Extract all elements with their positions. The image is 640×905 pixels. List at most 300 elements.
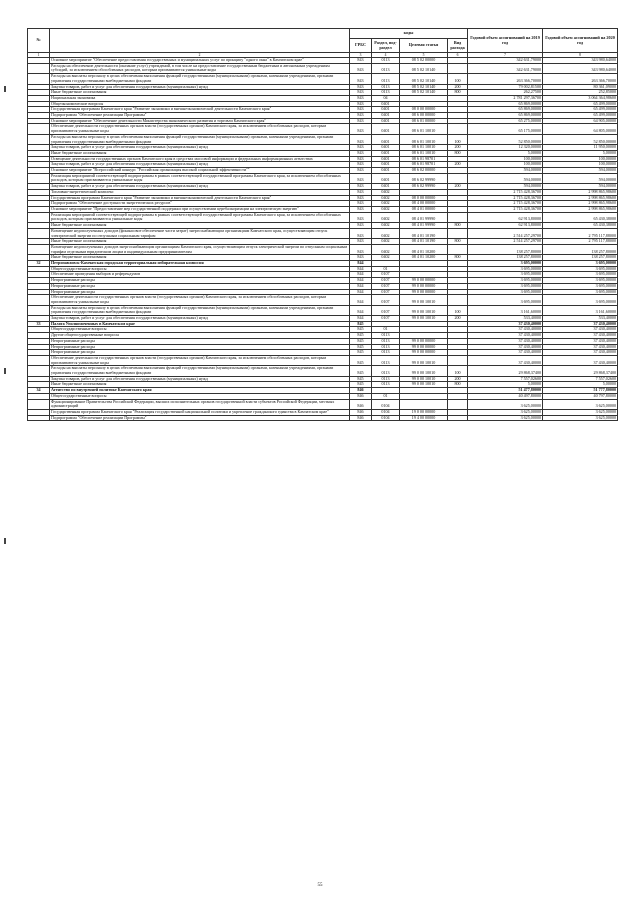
row-name: Закупка товаров, работ и услуг для обеспечения государственных (муниципальных) нужд: [50, 316, 350, 322]
grbs-code: 844: [350, 295, 372, 305]
target-article: 08 5 02 00000: [400, 58, 448, 64]
razdel-code: 01: [372, 327, 400, 333]
razdel-code: 0104: [372, 410, 400, 416]
grbs-code: 844: [350, 289, 372, 295]
table-row: [28, 295, 618, 305]
expense-type: 800: [448, 90, 468, 96]
row-name: Расходы на выплаты персоналу в целях обеспечения выполнения функций государственными (муниципальными) органами, казенными учреждениями, органами управления государственными внебюджетными фондами: [50, 305, 350, 315]
razdel-code: 0113: [372, 58, 400, 64]
table-row: [28, 305, 618, 315]
grbs-code: 845: [350, 382, 372, 388]
razdel-code: 0113: [372, 355, 400, 365]
target-article: 08 6 02 99990: [400, 184, 448, 190]
grbs-code: 846: [350, 388, 372, 394]
grbs-code: 846: [350, 410, 372, 416]
grbs-code: 843: [350, 244, 372, 254]
grbs-code: 843: [350, 206, 372, 212]
grbs-code: 843: [350, 173, 372, 183]
target-article: 08 6 01 10010: [400, 134, 448, 144]
amount-2019: 594,00000: [468, 184, 543, 190]
grbs-code: 844: [350, 261, 372, 267]
amount-2020: 533,40000: [543, 316, 618, 322]
amount-2020: 65 430,38000: [543, 212, 618, 222]
amount-2020: 2 998 865,98600: [543, 201, 618, 207]
amount-2019: 37 430,40000: [468, 355, 543, 365]
row-number: [28, 212, 50, 222]
col-vr-header: Вид расхода: [448, 39, 468, 53]
amount-2020: 37 430,40000: [543, 344, 618, 350]
row-name: Петропавловск-Камчатская городская территориальная избирательная комиссия: [50, 261, 350, 267]
amount-2019: 7 557,02600: [468, 376, 543, 382]
razdel-code: 0107: [372, 295, 400, 305]
grbs-code: 843: [350, 168, 372, 174]
expense-type: 200: [448, 316, 468, 322]
razdel-code: 0107: [372, 316, 400, 322]
target-article: 08 4 01 00000: [400, 206, 448, 212]
row-number: [28, 399, 50, 409]
grbs-code: 843: [350, 228, 372, 238]
grbs-code: 843: [350, 145, 372, 151]
grbs-code: 845: [350, 366, 372, 376]
row-name: Расходы на выплаты персоналу в целях обеспечения выполнения функций государственными (муниципальными) органами, казенными учреждениями, органами управления государственными внебюджетными фондами: [50, 366, 350, 376]
budget-table: [27, 28, 618, 421]
amount-2020: 252,85000: [543, 90, 618, 96]
amount-2020: 3 625,00000: [543, 399, 618, 409]
razdel-code: 0113: [372, 350, 400, 356]
razdel-code: 0113: [372, 63, 400, 73]
amount-2019: 3 625,00000: [468, 399, 543, 409]
target-article: 08 6 01 10010: [400, 145, 448, 151]
razdel-code: 0401: [372, 150, 400, 156]
razdel-code: 0107: [372, 305, 400, 315]
column-number: 3: [350, 53, 372, 58]
amount-2020: 52 850,00000: [543, 134, 618, 144]
razdel-code: 0401: [372, 118, 400, 124]
target-article: 08 4 00 00000: [400, 201, 448, 207]
amount-2020: 3 161,60000: [543, 305, 618, 315]
col-num-header: №: [28, 29, 50, 53]
grbs-code: 843: [350, 201, 372, 207]
expense-type: 200: [448, 145, 468, 151]
expense-type: 800: [448, 255, 468, 261]
amount-2020: 65 499,00000: [543, 101, 618, 107]
row-name: Общегосударственные вопросы: [50, 393, 350, 399]
amount-2020: 2 998 865,98600: [543, 195, 618, 201]
table-row: [28, 124, 618, 134]
amount-2019: 3 695,00000: [468, 283, 543, 289]
amount-2019: 51 477,80000: [468, 388, 543, 394]
row-name: Государственная программа Камчатского края "Развитие экономики и внешнеэкономической деятельности Камчатского края": [50, 107, 350, 113]
target-article: 08 4 01 10200: [400, 244, 448, 254]
amount-2020: 3 695,00000: [543, 278, 618, 284]
target-article: 08 4 01 10190: [400, 239, 448, 245]
razdel-code: 0104: [372, 399, 400, 409]
amount-2019: 37 430,40000: [468, 321, 543, 327]
grbs-code: 845: [350, 376, 372, 382]
amount-2019: 52 850,00000: [468, 134, 543, 144]
table-row: [28, 415, 618, 421]
amount-2019: 2 715 428,36700: [468, 201, 543, 207]
grbs-code: 844: [350, 316, 372, 322]
grbs-code: 843: [350, 150, 372, 156]
row-name: Закупка товаров, работ и услуг для обеспечения государственных (муниципальных) нужд: [50, 376, 350, 382]
amount-2019: 65 869,00000: [468, 101, 543, 107]
target-article: 99 0 00 10010: [400, 316, 448, 322]
row-number: [28, 244, 50, 254]
target-article: 08 6 00 00000: [400, 113, 448, 119]
column-number: 8: [543, 53, 618, 58]
table-row: [28, 355, 618, 365]
amount-2019: 37 430,40000: [468, 327, 543, 333]
amount-2019: 65 869,00000: [468, 107, 543, 113]
amount-2020: 7 557,02600: [543, 376, 618, 382]
razdel-code: 0113: [372, 90, 400, 96]
row-name: Другие общегосударственные вопросы: [50, 333, 350, 339]
scan-mark: [4, 538, 6, 544]
row-name: Национальная экономика: [50, 95, 350, 101]
target-article: 08 5 02 10140: [400, 74, 448, 84]
col-codes-header: коды: [350, 29, 468, 39]
amount-2020: 594,00000: [543, 168, 618, 174]
col-razdel-header: Раздел, под-раздел: [372, 39, 400, 53]
target-article: 99 0 00 10010: [400, 305, 448, 315]
grbs-code: 846: [350, 393, 372, 399]
target-article: 99 0 00 00000: [400, 283, 448, 289]
amount-2019: 3 695,00000: [468, 278, 543, 284]
row-name: Реализация мероприятий соответствующей подпрограммы в рамках соответствующей государственной программы Камчатского края, за исключением обособленных расходов, которым присваиваются уникальные коды: [50, 173, 350, 183]
expense-type: [448, 399, 468, 409]
grbs-code: 845: [350, 321, 372, 327]
expense-type: [448, 212, 468, 222]
grbs-code: 844: [350, 272, 372, 278]
amount-2020: 37 430,40000: [543, 350, 618, 356]
razdel-code: 01: [372, 393, 400, 399]
page-number: 55: [317, 883, 323, 888]
amount-2019: 12 320,00000: [468, 145, 543, 151]
razdel-code: 0402: [372, 223, 400, 229]
row-name: Обеспечение деятельности государственных органов власти (государственных органов) Камчатского края, за исключением обособленных расходов, которым присваиваются уникальные коды: [50, 295, 350, 305]
amount-2020: 594,00000: [543, 184, 618, 190]
razdel-code: 0401: [372, 173, 400, 183]
razdel-code: 0401: [372, 134, 400, 144]
col-2019-header: Годовой объем ассигнований на 2019 год: [468, 29, 543, 53]
target-article: 08 6 01 10010: [400, 124, 448, 134]
amount-2020: 100,00000: [543, 162, 618, 168]
row-name: Расходы на выплаты персоналу в целях обеспечения выполнения функций государственными (муниципальными) органами, казенными учреждениями, органами управления государственными внебюджетными фондами: [50, 74, 350, 84]
grbs-code: 843: [350, 255, 372, 261]
grbs-code: 843: [350, 156, 372, 162]
razdel-code: 0401: [372, 145, 400, 151]
target-article: 99 0 00 10010: [400, 295, 448, 305]
table-row: [28, 212, 618, 222]
col-name-header: [50, 29, 350, 53]
target-article: 08 5 02 10140: [400, 90, 448, 96]
row-name: Возмещение недополученных доходов (финансовое обеспечение части затрат) энергоснабжающим организациям Камчатского края, осуществляющим отпуск электрической энергии по отпускным социальным тарифам: [50, 228, 350, 238]
amount-2020: 3 625,00000: [543, 415, 618, 421]
row-name: Непрограммные расходы: [50, 289, 350, 295]
row-number: [28, 63, 50, 73]
budget-table-body: [28, 58, 618, 421]
row-name: Непрограммные расходы: [50, 283, 350, 289]
amount-2019: 100,00000: [468, 162, 543, 168]
target-article: 99 0 00 00000: [400, 350, 448, 356]
expense-type: [448, 228, 468, 238]
expense-type: 100: [448, 366, 468, 376]
row-number: [28, 415, 50, 421]
razdel-code: 0401: [372, 101, 400, 107]
expense-type: 200: [448, 162, 468, 168]
razdel-code: 0401: [372, 162, 400, 168]
row-name: Обеспечение деятельности государственных органов власти (государственных органов) Камчатского края, за исключением обособленных расходов, которым присваиваются уникальные коды: [50, 124, 350, 134]
razdel-code: 0401: [372, 107, 400, 113]
amount-2020: 2 795 117,88000: [543, 228, 618, 238]
table-row: [28, 134, 618, 144]
amount-2019: 342 631,79000: [468, 63, 543, 73]
amount-2020: 3 695,00000: [543, 266, 618, 272]
amount-2020: 138 257,80000: [543, 244, 618, 254]
expense-type: [448, 124, 468, 134]
grbs-code: 843: [350, 113, 372, 119]
amount-2019: 2 781 297,36700: [468, 95, 543, 101]
grbs-code: 843: [350, 74, 372, 84]
table-row: [28, 228, 618, 238]
amount-2020: 3 695,00000: [543, 295, 618, 305]
target-article: 99 0 00 10010: [400, 355, 448, 365]
amount-2020: 100,00000: [543, 156, 618, 162]
table-row: [28, 410, 618, 416]
amount-2019: 65 275,00000: [468, 118, 543, 124]
expense-type: 800: [448, 382, 468, 388]
amount-2020: 11 950,00000: [543, 145, 618, 151]
amount-2020: 37 430,40000: [543, 338, 618, 344]
row-name: Возмещение недополученных доходов энергоснабжающим организациям Камчатского края, осуществляющим отпуск электрической энергии по отпускным социальным тарифам отдельным юридическим лицам и индивидуальным предпринимателям: [50, 244, 350, 254]
target-article: 99 0 00 10010: [400, 366, 448, 376]
amount-2019: 3 625,00000: [468, 410, 543, 416]
grbs-code: 843: [350, 101, 372, 107]
row-name: Агентство по внутренней политике Камчатского края: [50, 388, 350, 394]
column-number: 6: [448, 53, 468, 58]
razdel-code: 0402: [372, 244, 400, 254]
grbs-code: 844: [350, 305, 372, 315]
row-number: [28, 295, 50, 305]
amount-2019: 65 175,00000: [468, 124, 543, 134]
grbs-code: 843: [350, 212, 372, 222]
expense-type: [448, 63, 468, 73]
amount-2020: 37 430,40000: [543, 333, 618, 339]
amount-2020: 5,00000: [543, 150, 618, 156]
grbs-code: 844: [350, 278, 372, 284]
target-article: 08 6 02 99990: [400, 173, 448, 183]
amount-2020: 37 430,40000: [543, 321, 618, 327]
target-article: 08 6 01 98701: [400, 162, 448, 168]
grbs-code: 844: [350, 283, 372, 289]
target-article: 19 4 00 00000: [400, 415, 448, 421]
row-name: Закупка товаров, работ и услуг для обеспечения государственных (муниципальных) нужд: [50, 162, 350, 168]
table-row: [28, 244, 618, 254]
target-article: 99 0 00 00000: [400, 289, 448, 295]
razdel-code: 0107: [372, 289, 400, 295]
amount-2020: 594,00000: [543, 173, 618, 183]
razdel-code: 04: [372, 95, 400, 101]
col-grbs-header: ГРБС: [350, 39, 372, 53]
budget-sheet: [27, 28, 617, 421]
amount-2019: 37 430,40000: [468, 344, 543, 350]
razdel-code: 0401: [372, 184, 400, 190]
target-article: 99 0 00 10010: [400, 376, 448, 382]
grbs-code: 843: [350, 118, 372, 124]
razdel-code: 0401: [372, 113, 400, 119]
row-name: Иные бюджетные ассигнования: [50, 223, 350, 229]
amount-2019: 37 430,40000: [468, 350, 543, 356]
amount-2019: 62 913,80000: [468, 223, 543, 229]
amount-2020: 29 868,37400: [543, 366, 618, 376]
amount-2020: 3 695,00000: [543, 261, 618, 267]
row-name: Обеспечение деятельности государственных органов власти (государственных органов) Камчатского края, за исключением обособленных расходов, которым присваиваются уникальные коды: [50, 355, 350, 365]
expense-type: 200: [448, 376, 468, 382]
target-article: 08 4 01 99990: [400, 212, 448, 222]
expense-type: 200: [448, 184, 468, 190]
table-row: [28, 63, 618, 73]
row-name: Государственная программа Камчатского края "Реализация государственной национальной политики и укрепление гражданского единства в Камчатском крае": [50, 410, 350, 416]
grbs-code: 845: [350, 338, 372, 344]
razdel-code: 0402: [372, 201, 400, 207]
column-number: 1: [28, 53, 50, 58]
amount-2020: 3 625,00000: [543, 410, 618, 416]
row-number: [28, 173, 50, 183]
target-article: 08 6 01 00000: [400, 118, 448, 124]
row-number: 34: [28, 388, 50, 394]
amount-2020: 5,00000: [543, 382, 618, 388]
razdel-code: 0402: [372, 212, 400, 222]
amount-2019: 3 625,00000: [468, 415, 543, 421]
amount-2019: 37 430,40000: [468, 338, 543, 344]
target-article: 08 5 02 10140: [400, 84, 448, 90]
expense-type: 100: [448, 134, 468, 144]
amount-2019: 2 514 257,29700: [468, 228, 543, 238]
grbs-code: 843: [350, 84, 372, 90]
amount-2020: 40 797,80000: [543, 393, 618, 399]
amount-2020: 64 905,00000: [543, 118, 618, 124]
row-number: [28, 74, 50, 84]
razdel-code: 0113: [372, 382, 400, 388]
grbs-code: 843: [350, 63, 372, 73]
expense-type: [448, 173, 468, 183]
amount-2020: 3 064 364,98600: [543, 95, 618, 101]
amount-2020: 3 695,00000: [543, 283, 618, 289]
row-name: Государственная программа Камчатского края "Развитие экономики и внешнеэкономической деятельности Камчатского края": [50, 195, 350, 201]
row-number: 33: [28, 321, 50, 327]
column-number: 7: [468, 53, 543, 58]
target-article: 99 0 00 00000: [400, 344, 448, 350]
amount-2019: 2 715 428,36700: [468, 195, 543, 201]
razdel-code: 0113: [372, 338, 400, 344]
razdel-code: 0113: [372, 84, 400, 90]
row-name: Подпрограмма "Обеспечение реализации Программы": [50, 113, 350, 119]
amount-2019: 65 869,00000: [468, 113, 543, 119]
amount-2020: 3 695,00000: [543, 272, 618, 278]
amount-2019: 594,00000: [468, 168, 543, 174]
amount-2019: 2 514 257,29700: [468, 239, 543, 245]
row-name: Основное мероприятие "Всероссийский конкурс "Российская организация высокой социальной эффективности"": [50, 168, 350, 174]
amount-2019: 594,00000: [468, 173, 543, 183]
amount-2020: 37 430,40000: [543, 327, 618, 333]
column-number: 2: [50, 53, 350, 58]
expense-type: 100: [448, 305, 468, 315]
amount-2019: 3 695,00000: [468, 295, 543, 305]
razdel-code: 0401: [372, 124, 400, 134]
target-article: 08 6 01 98701: [400, 156, 448, 162]
target-article: 08 4 01 10190: [400, 228, 448, 238]
grbs-code: 846: [350, 415, 372, 421]
row-name: Освещение деятельности государственных органов Камчатского края в средствах массовой информации и федеральных информационных агентствах: [50, 156, 350, 162]
row-name: Реализация мероприятий соответствующей подпрограммы в рамках соответствующей государственной программы Камчатского края, за исключением обособленных расходов, которым присваиваются уникальные коды: [50, 212, 350, 222]
column-number: 5: [400, 53, 448, 58]
amount-2019: 3 695,00000: [468, 261, 543, 267]
row-name: Топливно-энергетический комплекс: [50, 189, 350, 195]
column-number: 4: [372, 53, 400, 58]
amount-2020: 65 499,00000: [543, 107, 618, 113]
amount-2020: 37 430,40000: [543, 355, 618, 365]
row-name: Основное мероприятие "Предоставление мер государственной поддержки при осуществлении церебалкоризации на электрическую энергию": [50, 206, 350, 212]
amount-2020: 2 998 865,98600: [543, 189, 618, 195]
row-name: Закупка товаров, работ и услуг для обеспечения государственных (муниципальных) нужд: [50, 84, 350, 90]
row-name: Функционирование Правительства Российской Федерации, высших исполнительных органов государственной власти субъектов Российской Федерации, местных администраций: [50, 399, 350, 409]
row-name: Непрограммные расходы: [50, 338, 350, 344]
scan-mark: [4, 86, 6, 92]
amount-2019: 79 002,81500: [468, 84, 543, 90]
row-name: Общегосударственные вопросы: [50, 327, 350, 333]
razdel-code: 0113: [372, 333, 400, 339]
amount-2020: 80 361,09000: [543, 84, 618, 90]
target-article: 08 6 02 00000: [400, 168, 448, 174]
target-article: 08 4 01 10200: [400, 255, 448, 261]
razdel-code: 0113: [372, 74, 400, 84]
amount-2019: 5,00000: [468, 150, 543, 156]
grbs-code: 845: [350, 350, 372, 356]
row-name: Расходы на обеспечение деятельности (оказание услуг) учреждений, в том числе на предоставление государственным бюджетным и автономным учреждениям субсидий, за исключением обособленных расходов, которым присваиваются уникальные коды: [50, 63, 350, 73]
amount-2019: 2 715 428,36700: [468, 206, 543, 212]
row-name: Иные бюджетные ассигнования: [50, 150, 350, 156]
grbs-code: 843: [350, 124, 372, 134]
target-article: 99 0 00 00000: [400, 278, 448, 284]
row-number: [28, 134, 50, 144]
target-article: 08 6 01 10010: [400, 150, 448, 156]
grbs-code: 844: [350, 266, 372, 272]
grbs-code: 843: [350, 95, 372, 101]
grbs-code: 845: [350, 327, 372, 333]
grbs-code: 843: [350, 189, 372, 195]
amount-2019: 3 695,00000: [468, 266, 543, 272]
amount-2020: 138 257,80000: [543, 255, 618, 261]
razdel-code: 0401: [372, 156, 400, 162]
row-name: Палата Уполномоченных в Камчатском крае: [50, 321, 350, 327]
amount-2020: 64 805,00000: [543, 124, 618, 134]
amount-2019: 263 366,70000: [468, 74, 543, 84]
row-number: 32: [28, 261, 50, 267]
razdel-code: 0402: [372, 255, 400, 261]
amount-2019: 262,27500: [468, 90, 543, 96]
razdel-code: 0104: [372, 415, 400, 421]
amount-2019: 40 497,80000: [468, 393, 543, 399]
row-name: Основное мероприятие "Обеспечение деятельности Министерства экономического развития и торговли Камчатского края": [50, 118, 350, 124]
row-name: Иные бюджетные ассигнования: [50, 382, 350, 388]
razdel-code: 0402: [372, 195, 400, 201]
row-number: [28, 124, 50, 134]
row-number: [28, 355, 50, 365]
target-article: 08 0 00 00000: [400, 195, 448, 201]
grbs-code: 843: [350, 162, 372, 168]
row-name: Непрограммные расходы: [50, 350, 350, 356]
